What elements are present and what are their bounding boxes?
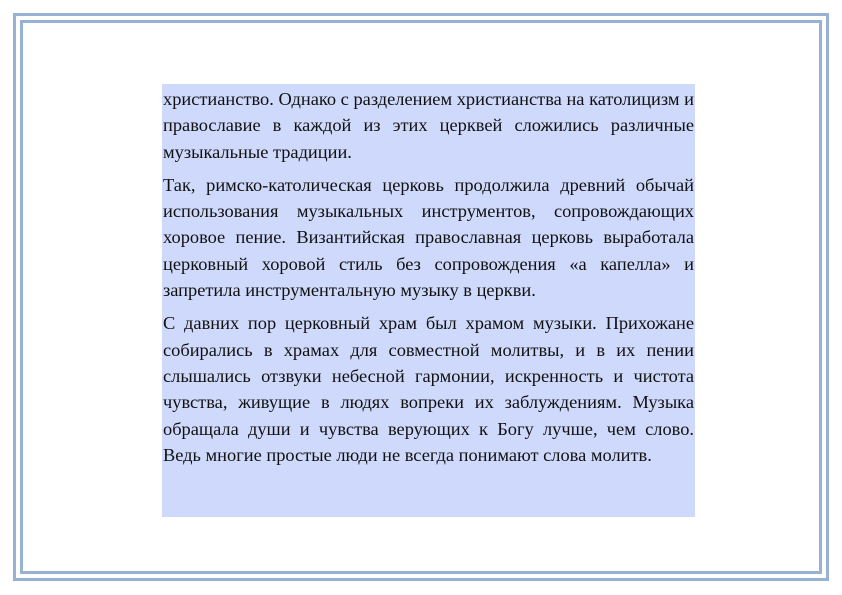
paragraph-3: С давних пор церковный храм был храмом музыки. Прихожане собирались в храмах для совместной молитвы, и в их пении слышались отзвуки небесной гармонии, искренность и чистота чувства, живущие в людях вопреки их заблуждениям. Музыка обращала души и чувства верующих к Богу лучше, чем слово. Ведь многие простые люди не всегда понимают слова молитв. [163,313,694,465]
slide-text-block [162,84,695,517]
paragraph-1: христианство. Однако с разделением христианства на католицизм и православие в каждой из этих церквей сложились различные музыкальные традиции. [163,89,694,162]
paragraph-2: Так, римско-католическая церковь продолжила древний обычай использования музыкальных инструментов, сопровождающих хоровое пение. Византийская православная церковь выработала церковный хоровой стиль без сопровождения «а капелла» и запретила инструментальную музыку в церкви. [163,174,694,301]
